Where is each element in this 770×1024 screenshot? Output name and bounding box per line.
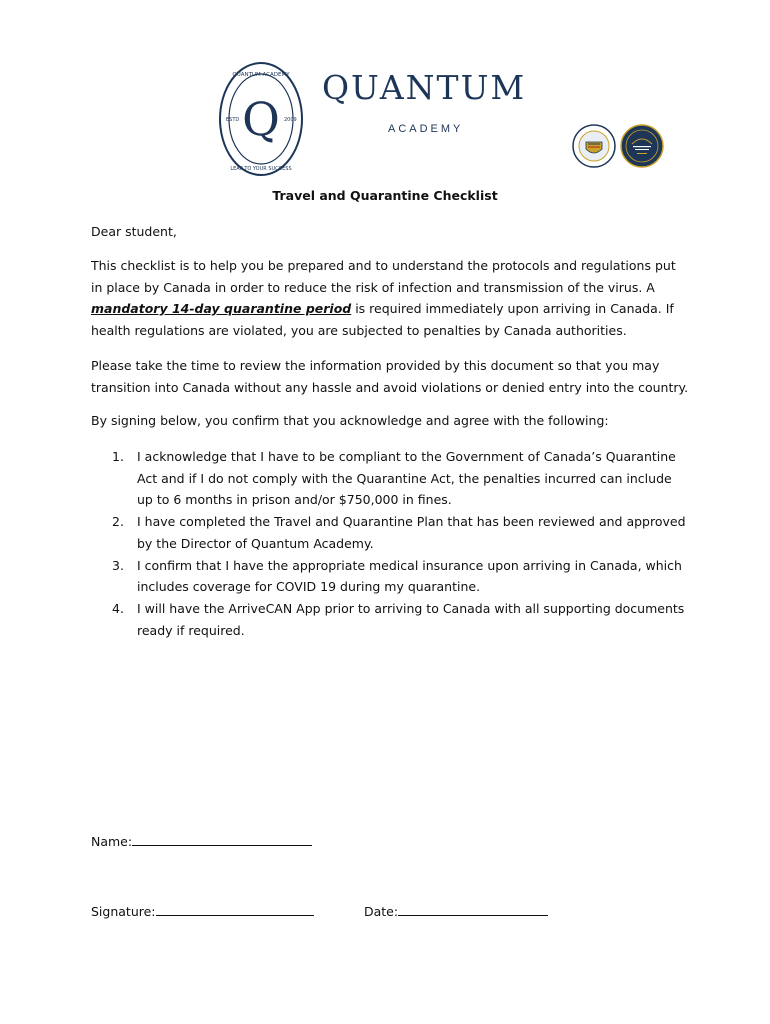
review-paragraph: Please take the time to review the information provided by this document so that you may transition into Canada without any hassle and avoid violations or denied entry into the country.	[91, 358, 689, 395]
intro-paragraph	[91, 255, 691, 342]
quantum-academy-logo	[218, 60, 538, 180]
item-number: 2.	[112, 514, 124, 530]
signature-field	[91, 900, 314, 919]
name-field	[91, 830, 312, 849]
wordmark: QUANTUM	[322, 68, 527, 107]
checklist-item	[108, 598, 688, 641]
salutation: Dear student,	[91, 224, 177, 239]
checklist-item	[108, 511, 688, 554]
item-number: 1.	[112, 449, 124, 464]
item-text: I confirm that I have the appropriate medical insurance upon arriving in Canada, which includes coverage for COVID 19 during my quarantine.	[137, 557, 682, 595]
intro-text-start: This checklist is to help you be prepared and to understand the protocols and regulations put in place by Canada in order to reduce the risk of infection and transmission of the virus. A	[91, 258, 676, 295]
svg-text:QUANTUM ACADEMY: QUANTUM ACADEMY	[232, 72, 290, 78]
accreditation-badges	[572, 124, 668, 170]
date-input-line[interactable]	[398, 900, 548, 916]
designated-school-badge-icon	[572, 124, 616, 168]
checklist-item	[108, 555, 688, 598]
item-number: 4.	[112, 600, 124, 616]
item-number: 3.	[112, 557, 124, 573]
checklist	[108, 446, 688, 641]
academy-seal-icon	[218, 60, 304, 178]
date-label: Date:	[364, 904, 399, 919]
checklist-item	[108, 446, 688, 511]
svg-text:Q: Q	[242, 92, 280, 146]
item-text: I have completed the Travel and Quarantine Plan that has been reviewed and approved by the Director of Quantum Academy.	[137, 514, 686, 551]
british-columbia-eqa-badge-icon	[620, 124, 664, 168]
item-text: I acknowledge that I have to be compliant to the Government of Canada’s Quarantine Act and if I do not comply with the Quarantine Act, the penalties incurred can include up to 6 months in prison and/or $750,000 in fines.	[137, 449, 676, 508]
svg-text:2009: 2009	[284, 117, 297, 123]
acknowledgement-paragraph: By signing below, you confirm that you acknowledge and agree with the following:	[91, 413, 609, 428]
item-text: I will have the ArriveCAN App prior to arriving to Canada with all supporting documents ready if required.	[137, 600, 685, 638]
svg-text:LEAP TO YOUR SUCCESS: LEAP TO YOUR SUCCESS	[230, 166, 292, 172]
date-field	[364, 900, 548, 919]
wordmark-subtitle: ACADEMY	[388, 123, 464, 135]
svg-text:ESTD: ESTD	[226, 117, 240, 123]
name-input-line[interactable]	[132, 830, 312, 846]
name-label: Name:	[91, 834, 133, 849]
document-title: Travel and Quarantine Checklist	[272, 188, 498, 203]
intro-text-end: is required immediately upon arriving in Canada. If health regulations are violated, you are subjected to penalties by Canada authorities.	[91, 301, 674, 339]
signature-input-line[interactable]	[156, 900, 314, 916]
signature-label: Signature:	[91, 904, 156, 919]
quarantine-emphasis: mandatory 14-day quarantine period	[91, 301, 352, 317]
